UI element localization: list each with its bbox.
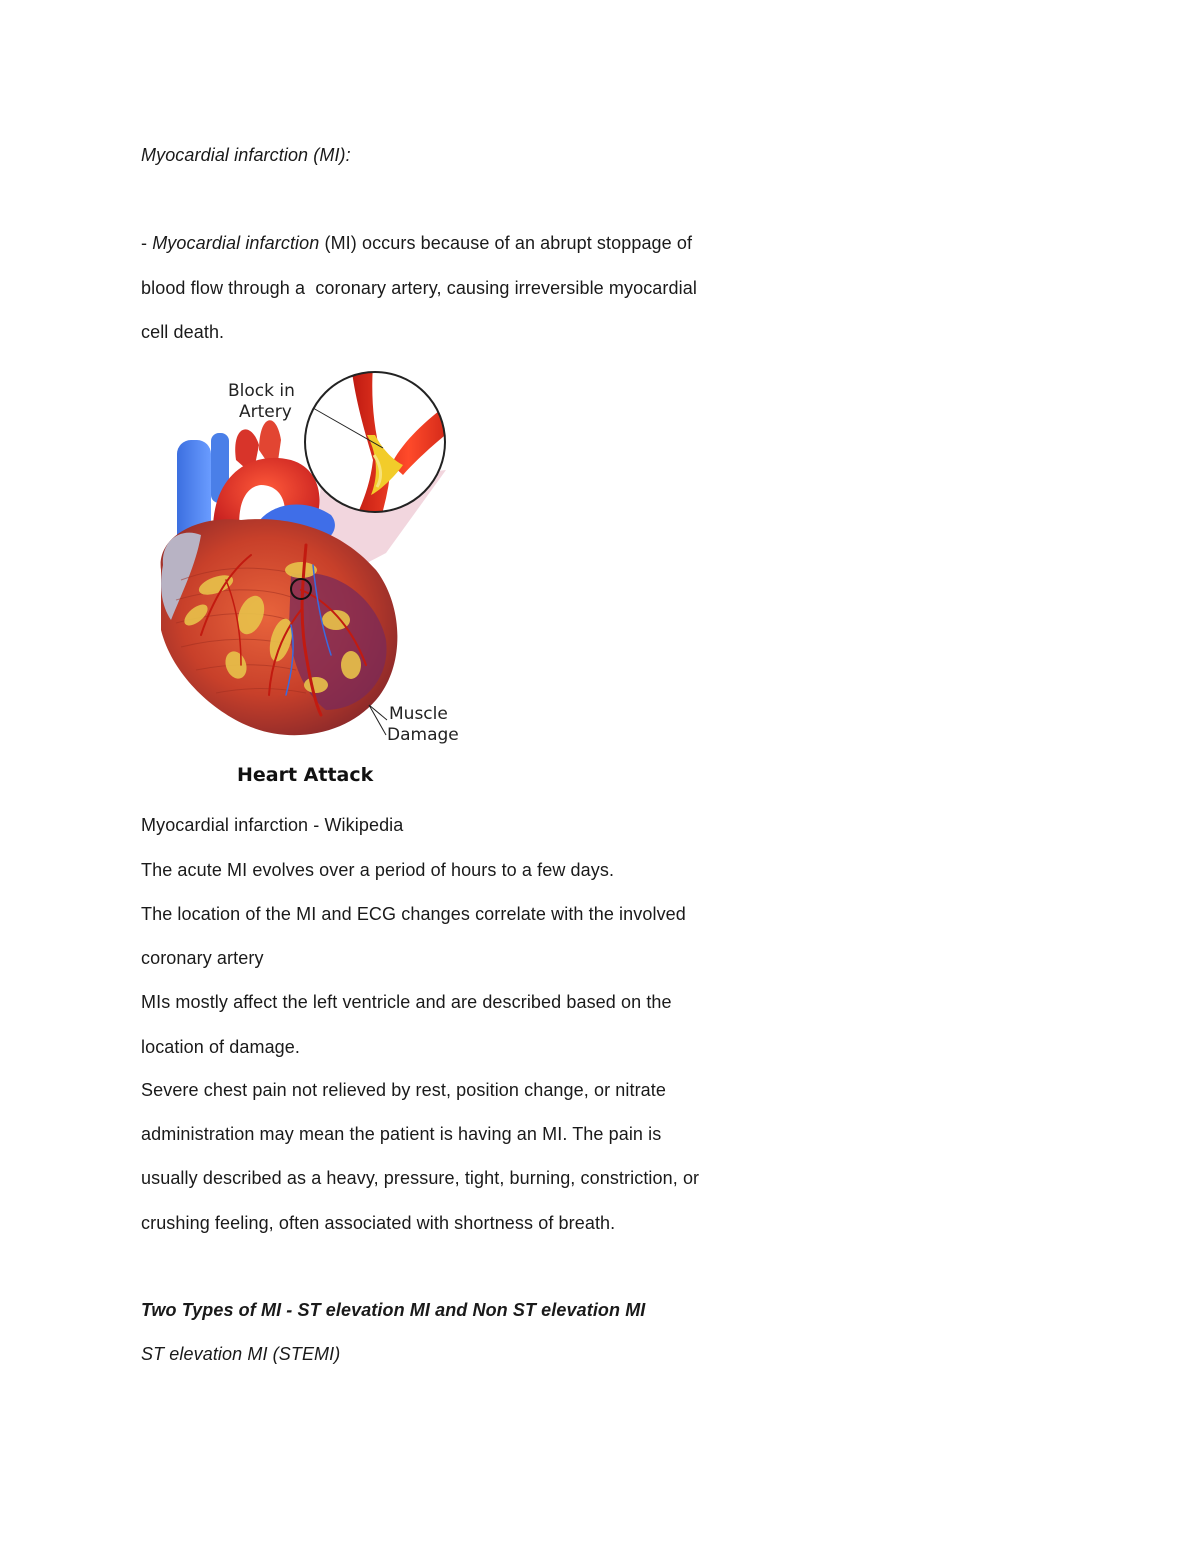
subheading-stemi: ST elevation MI (STEMI) bbox=[141, 1344, 341, 1364]
figure-caption: Heart Attack bbox=[237, 764, 374, 785]
paragraph-1: The acute MI evolves over a period of hours to a few days. bbox=[141, 860, 615, 880]
paragraph-3-line-2: location of damage. bbox=[141, 1037, 301, 1057]
paragraph-4-line-1: Severe chest pain not relieved by rest, position change, or nitrate bbox=[141, 1080, 666, 1100]
paragraph-3-line-1: MIs mostly affect the left ventricle and are described based on the bbox=[141, 992, 672, 1012]
paragraph-4-line-3: usually described as a heavy, pressure, tight, burning, constriction, or bbox=[141, 1168, 700, 1188]
label-block-in: Block in bbox=[228, 381, 295, 401]
heart-attack-figure bbox=[141, 365, 481, 785]
paragraph-4-line-4: crushing feeling, often associated with shortness of breath. bbox=[141, 1213, 616, 1233]
label-artery: Artery bbox=[239, 402, 292, 422]
section-heading: Two Types of MI - ST elevation MI and Non ST elevation MI bbox=[141, 1300, 646, 1320]
intro-line-2: blood flow through a coronary artery, causing irreversible myocardial bbox=[141, 278, 697, 298]
intro-line-3: cell death. bbox=[141, 322, 225, 342]
intro-term: Myocardial infarction bbox=[152, 233, 320, 253]
paragraph-2-line-1: The location of the MI and ECG changes correlate with the involved bbox=[141, 904, 686, 924]
paragraph-2-line-2: coronary artery bbox=[141, 948, 264, 968]
intro-line-1-rest: (MI) occurs because of an abrupt stoppage of bbox=[319, 233, 693, 253]
heart-illustration bbox=[141, 365, 481, 785]
label-muscle: Muscle bbox=[389, 704, 448, 724]
source-citation: Myocardial infarction - Wikipedia bbox=[141, 815, 404, 835]
page-title: Myocardial infarction (MI): bbox=[141, 145, 351, 165]
intro-line-1 bbox=[141, 231, 692, 255]
label-damage: Damage bbox=[387, 725, 459, 745]
paragraph-4-line-2: administration may mean the patient is having an MI. The pain is bbox=[141, 1124, 662, 1144]
intro-dash: - bbox=[141, 233, 153, 253]
